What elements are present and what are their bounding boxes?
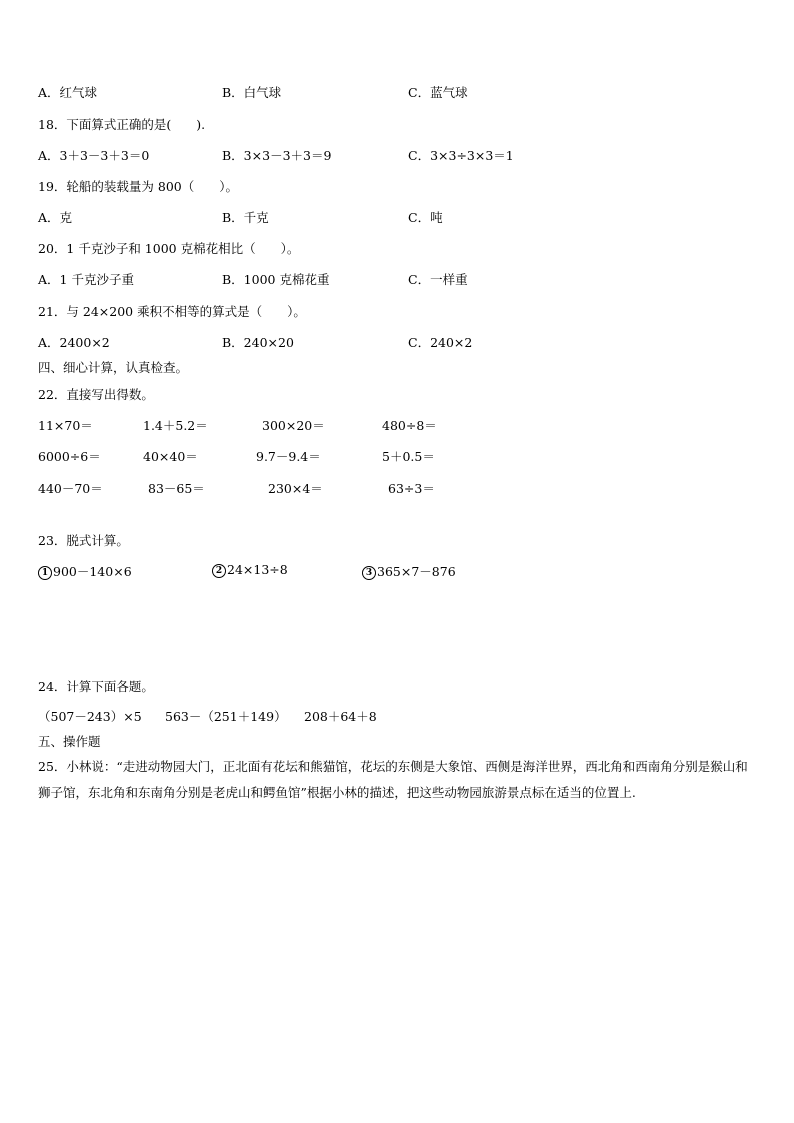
q22-item: 83－65＝ <box>148 481 205 496</box>
q22-item: 63÷3＝ <box>388 481 435 496</box>
circled-number-2: 2 <box>212 564 226 578</box>
q18-option-c: C．3×3÷3×3＝1 <box>408 148 514 163</box>
q19-option-a: A．克 <box>38 210 73 225</box>
q17-option-c: C．蓝气球 <box>408 85 468 100</box>
q19-option-b: B．千克 <box>222 210 269 225</box>
q18-option-b: B．3×3－3＋3＝9 <box>222 148 332 163</box>
q22-item: 6000÷6＝ <box>38 449 101 464</box>
q20-option-a: A．1 千克沙子重 <box>38 272 134 287</box>
q24-item: （507－243）×5 <box>38 709 142 724</box>
section-4-heading: 四、细心计算，认真检查。 <box>38 360 189 375</box>
q22-item: 440－70＝ <box>38 481 103 496</box>
q20-stem: 20．1 千克沙子和 1000 克棉花相比（ ）。 <box>38 241 300 256</box>
q20-option-b: B．1000 克棉花重 <box>222 272 330 287</box>
q24-item: 563－（251＋149） <box>165 709 287 724</box>
q22-stem: 22．直接写出得数。 <box>38 387 154 402</box>
q22-item: 480÷8＝ <box>382 418 437 433</box>
q21-option-c: C．240×2 <box>408 335 473 350</box>
q23-item-1 <box>38 562 132 580</box>
q23-expression: 24×13÷8 <box>227 562 288 577</box>
q23-stem: 23．脱式计算。 <box>38 533 129 548</box>
q24-item: 208＋64＋8 <box>304 709 377 724</box>
q22-item: 9.7－9.4＝ <box>256 449 321 464</box>
section-5-heading: 五、操作题 <box>38 734 101 749</box>
q17-option-a: A．红气球 <box>38 85 98 100</box>
circled-number-1: 1 <box>38 566 52 580</box>
q22-item: 230×4＝ <box>268 481 323 496</box>
q21-option-b: B．240×20 <box>222 335 294 350</box>
q23-item-2 <box>212 562 288 578</box>
q23-expression: 900－140×6 <box>53 564 132 579</box>
q25-text: 25．小林说：“走进动物园大门，正北面有花坛和熊猫馆，花坛的东侧是大象馆、西侧是海洋世界，西北角和西南角分别是猴山和狮子馆，东北角和东南角分别是老虎山和鳄鱼馆”根据小林的描述，把这些动物园旅游景点标在适当的位置上. <box>38 759 748 800</box>
q21-option-a: A．2400×2 <box>38 335 110 350</box>
q18-option-a: A．3＋3－3＋3＝0 <box>38 148 150 163</box>
q22-item: 5＋0.5＝ <box>382 449 435 464</box>
q19-option-c: C．吨 <box>408 210 443 225</box>
circled-number-3: 3 <box>362 566 376 580</box>
q22-item: 11×70＝ <box>38 418 93 433</box>
q24-stem: 24．计算下面各题。 <box>38 679 154 694</box>
q18-stem: 18．下面算式正确的是( ). <box>38 117 206 132</box>
q20-option-c: C．一样重 <box>408 272 468 287</box>
q23-expression: 365×7－876 <box>377 564 456 579</box>
q17-option-b: B．白气球 <box>222 85 282 100</box>
q22-item: 1.4＋5.2＝ <box>143 418 208 433</box>
q19-stem: 19．轮船的装载量为 800（ ）。 <box>38 179 238 194</box>
q23-item-3 <box>362 562 456 580</box>
q21-stem: 21．与 24×200 乘积不相等的算式是（ ）。 <box>38 304 306 319</box>
q22-item: 300×20＝ <box>262 418 325 433</box>
q22-item: 40×40＝ <box>143 449 198 464</box>
